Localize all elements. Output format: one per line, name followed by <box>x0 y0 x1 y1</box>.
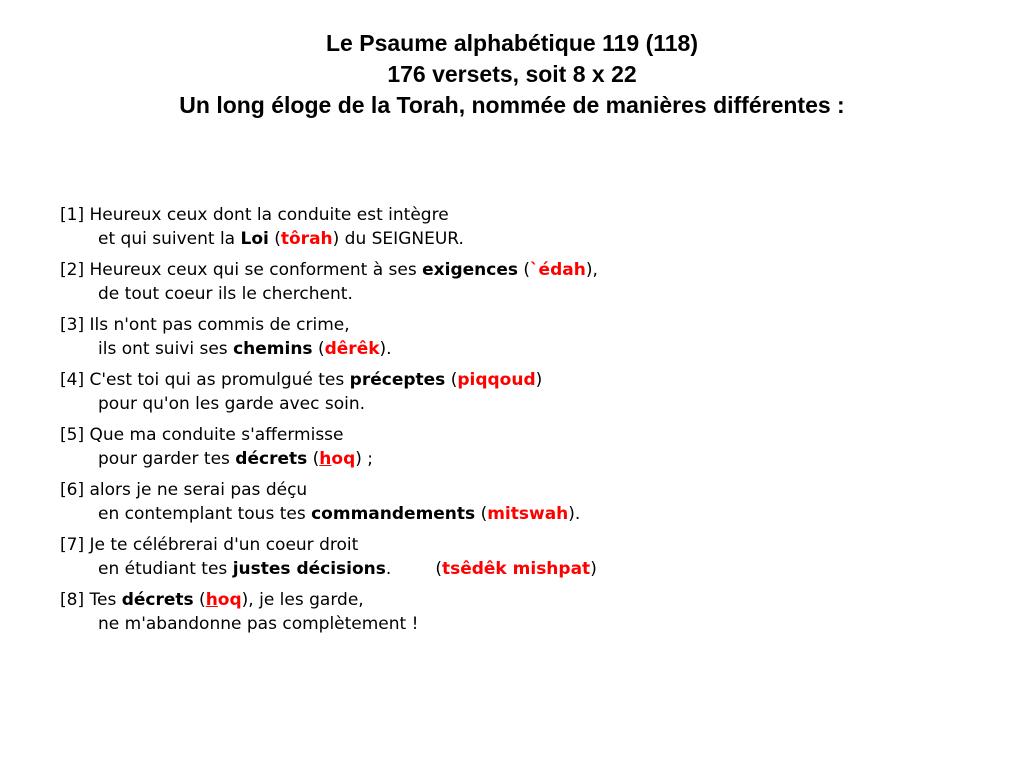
torah-term: décrets <box>235 449 308 469</box>
title-line-1: Le Psaume alphabétique 119 (118) <box>326 30 698 56</box>
verse-text: ) <box>535 370 543 390</box>
verse-line-indented: pour qu'on les garde avec soin. <box>98 394 366 414</box>
hebrew-term: oq <box>331 449 356 469</box>
verse-line-indented <box>60 502 1000 526</box>
verse-list <box>60 203 1000 643</box>
verse-7 <box>60 533 1000 581</box>
verse-text: ( <box>445 370 458 390</box>
verse-text: ) du SEIGNEUR. <box>332 229 464 249</box>
verse-text: [8] Tes <box>60 590 122 610</box>
hebrew-term: `édah <box>530 260 586 280</box>
verse-line: [7] Je te célébrerai d'un coeur droit <box>60 535 359 555</box>
verse-text: [2] Heureux ceux qui se conforment à ses <box>60 260 423 280</box>
torah-term: chemins <box>233 339 313 359</box>
verse-line-indented <box>60 447 1000 471</box>
torah-term: justes décisions <box>232 559 386 579</box>
hebrew-term: dêrêk <box>324 339 380 359</box>
verse-line-indented <box>60 227 1000 251</box>
verse-text: ). <box>379 339 392 359</box>
hebrew-term: tsêdêk mishpat <box>441 559 591 579</box>
hebrew-term-underlined: h <box>205 590 218 610</box>
verse-text: en étudiant tes <box>98 559 233 579</box>
verse-line: [3] Ils n'ont pas commis de crime, <box>60 315 350 335</box>
torah-term: commandements <box>311 504 476 524</box>
slide-title <box>0 28 1024 121</box>
verse-text: ( <box>475 504 488 524</box>
hebrew-term-underlined: h <box>319 449 332 469</box>
verse-line-indented: de tout coeur ils le cherchent. <box>98 284 353 304</box>
verse-line <box>60 368 1000 392</box>
hebrew-term: oq <box>217 590 242 610</box>
verse-text: ( <box>307 449 320 469</box>
verse-2 <box>60 258 1000 306</box>
verse-line <box>60 588 1000 612</box>
verse-text: ). <box>568 504 581 524</box>
verse-text: en contemplant tous tes <box>98 504 312 524</box>
hebrew-term: piqqoud <box>457 370 536 390</box>
torah-term: décrets <box>121 590 194 610</box>
verse-line-indented <box>60 557 1000 581</box>
verse-text: [4] C'est toi qui as promulgué tes <box>60 370 350 390</box>
hebrew-term: tôrah <box>280 229 333 249</box>
hebrew-term: mitswah <box>487 504 569 524</box>
verse-line: [6] alors je ne serai pas déçu <box>60 480 308 500</box>
verse-line: [1] Heureux ceux dont la conduite est intègre <box>60 205 449 225</box>
verse-4 <box>60 368 1000 416</box>
verse-line <box>60 258 1000 282</box>
verse-line-indented <box>60 337 1000 361</box>
verse-line-indented: ne m'abandonne pas complètement ! <box>98 614 419 634</box>
verse-text: ils ont suivi ses <box>98 339 234 359</box>
verse-text: ( <box>193 590 206 610</box>
verse-text: ( <box>435 559 442 579</box>
verse-8 <box>60 588 1000 636</box>
verse-text: pour garder tes <box>98 449 236 469</box>
verse-1 <box>60 203 1000 251</box>
torah-term: Loi <box>240 229 269 249</box>
torah-term: préceptes <box>349 370 446 390</box>
verse-5 <box>60 423 1000 471</box>
verse-text: ), <box>585 260 598 280</box>
verse-text: ( <box>518 260 531 280</box>
verse-text: . <box>385 559 392 579</box>
verse-3 <box>60 313 1000 361</box>
verse-text: et qui suivent la <box>98 229 241 249</box>
verse-text: ) <box>590 559 597 579</box>
torah-term: exigences <box>422 260 518 280</box>
title-line-2: 176 versets, soit 8 x 22 <box>387 61 637 87</box>
verse-text: ( <box>312 339 325 359</box>
verse-text: ) ; <box>355 449 374 469</box>
verse-6 <box>60 478 1000 526</box>
verse-text: ( <box>268 229 281 249</box>
title-line-3: Un long éloge de la Torah, nommée de manières différentes : <box>179 92 845 118</box>
verse-line: [5] Que ma conduite s'affermisse <box>60 425 344 445</box>
verse-text: ), je les garde, <box>241 590 364 610</box>
